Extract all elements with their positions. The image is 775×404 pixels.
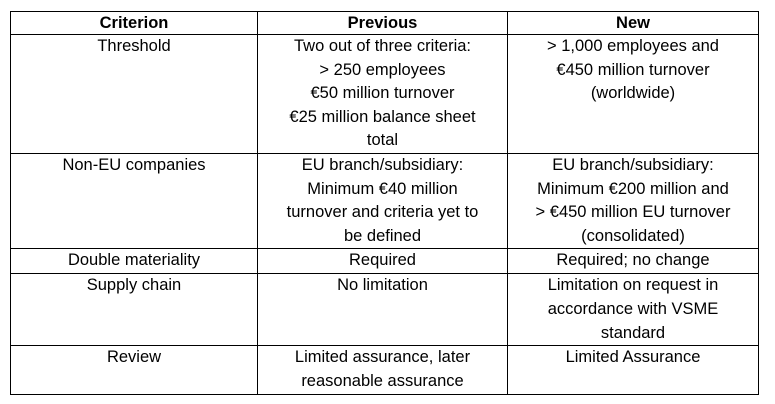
cell-line: Limitation on request in (547, 276, 719, 295)
cell-line: EU branch/subsidiary: (552, 156, 714, 174)
comparison-table (10, 11, 759, 395)
header-new: New (508, 12, 759, 35)
cell-line: > 1,000 employees and (546, 37, 719, 55)
cell-new (508, 154, 759, 249)
cell-line: €50 million turnover (310, 84, 455, 103)
cell-criterion (11, 274, 258, 346)
table-row-supply-chain (11, 274, 759, 346)
cell-line: Supply chain (86, 276, 182, 295)
cell-new (508, 35, 759, 154)
cell-line: > 250 employees (319, 60, 446, 79)
cell-line: Required (349, 251, 416, 270)
cell-line: be defined (343, 226, 422, 245)
cell-line: Limited assurance, later (294, 348, 471, 367)
cell-line: turnover and criteria yet to (286, 203, 479, 222)
header-previous: Previous (258, 12, 508, 35)
cell-line: EU branch/subsidiary: (301, 156, 464, 174)
cell-new (508, 346, 759, 394)
cell-line: Double materiality (67, 251, 201, 270)
cell-line: €25 million balance sheet (289, 107, 476, 126)
cell-line: No limitation (337, 276, 428, 295)
cell-line: Non-EU companies (62, 156, 206, 174)
cell-new (508, 249, 759, 274)
cell-previous (258, 346, 508, 394)
cell-line: Required; no change (556, 251, 710, 270)
cell-new (508, 274, 759, 346)
table-row-threshold (11, 35, 759, 154)
cell-line: €450 million turnover (556, 60, 710, 79)
cell-criterion (11, 154, 258, 249)
cell-line: Review (106, 348, 162, 367)
cell-previous (258, 274, 508, 346)
cell-line: total (366, 131, 399, 150)
cell-line: Minimum €40 million (307, 179, 458, 198)
header-criterion: Criterion (11, 12, 258, 35)
cell-line: reasonable assurance (301, 371, 464, 390)
cell-previous (258, 249, 508, 274)
table-row-review (11, 346, 759, 394)
cell-previous (258, 35, 508, 154)
cell-line: Threshold (97, 37, 171, 55)
cell-line: > €450 million EU turnover (535, 203, 731, 222)
table-row-double-materiality (11, 249, 759, 274)
cell-criterion (11, 346, 258, 394)
cell-criterion (11, 249, 258, 274)
cell-line: Minimum €200 million and (537, 179, 729, 198)
cell-line: Two out of three criteria: (294, 37, 471, 55)
cell-line: (worldwide) (590, 84, 676, 103)
cell-line: Limited Assurance (565, 348, 701, 367)
cell-line: accordance with VSME (547, 299, 719, 318)
table-header-row (11, 12, 759, 35)
table-row-non-eu-companies (11, 154, 759, 249)
cell-criterion (11, 35, 258, 154)
cell-line: (consolidated) (581, 226, 685, 245)
cell-previous (258, 154, 508, 249)
cell-line: standard (600, 323, 666, 342)
